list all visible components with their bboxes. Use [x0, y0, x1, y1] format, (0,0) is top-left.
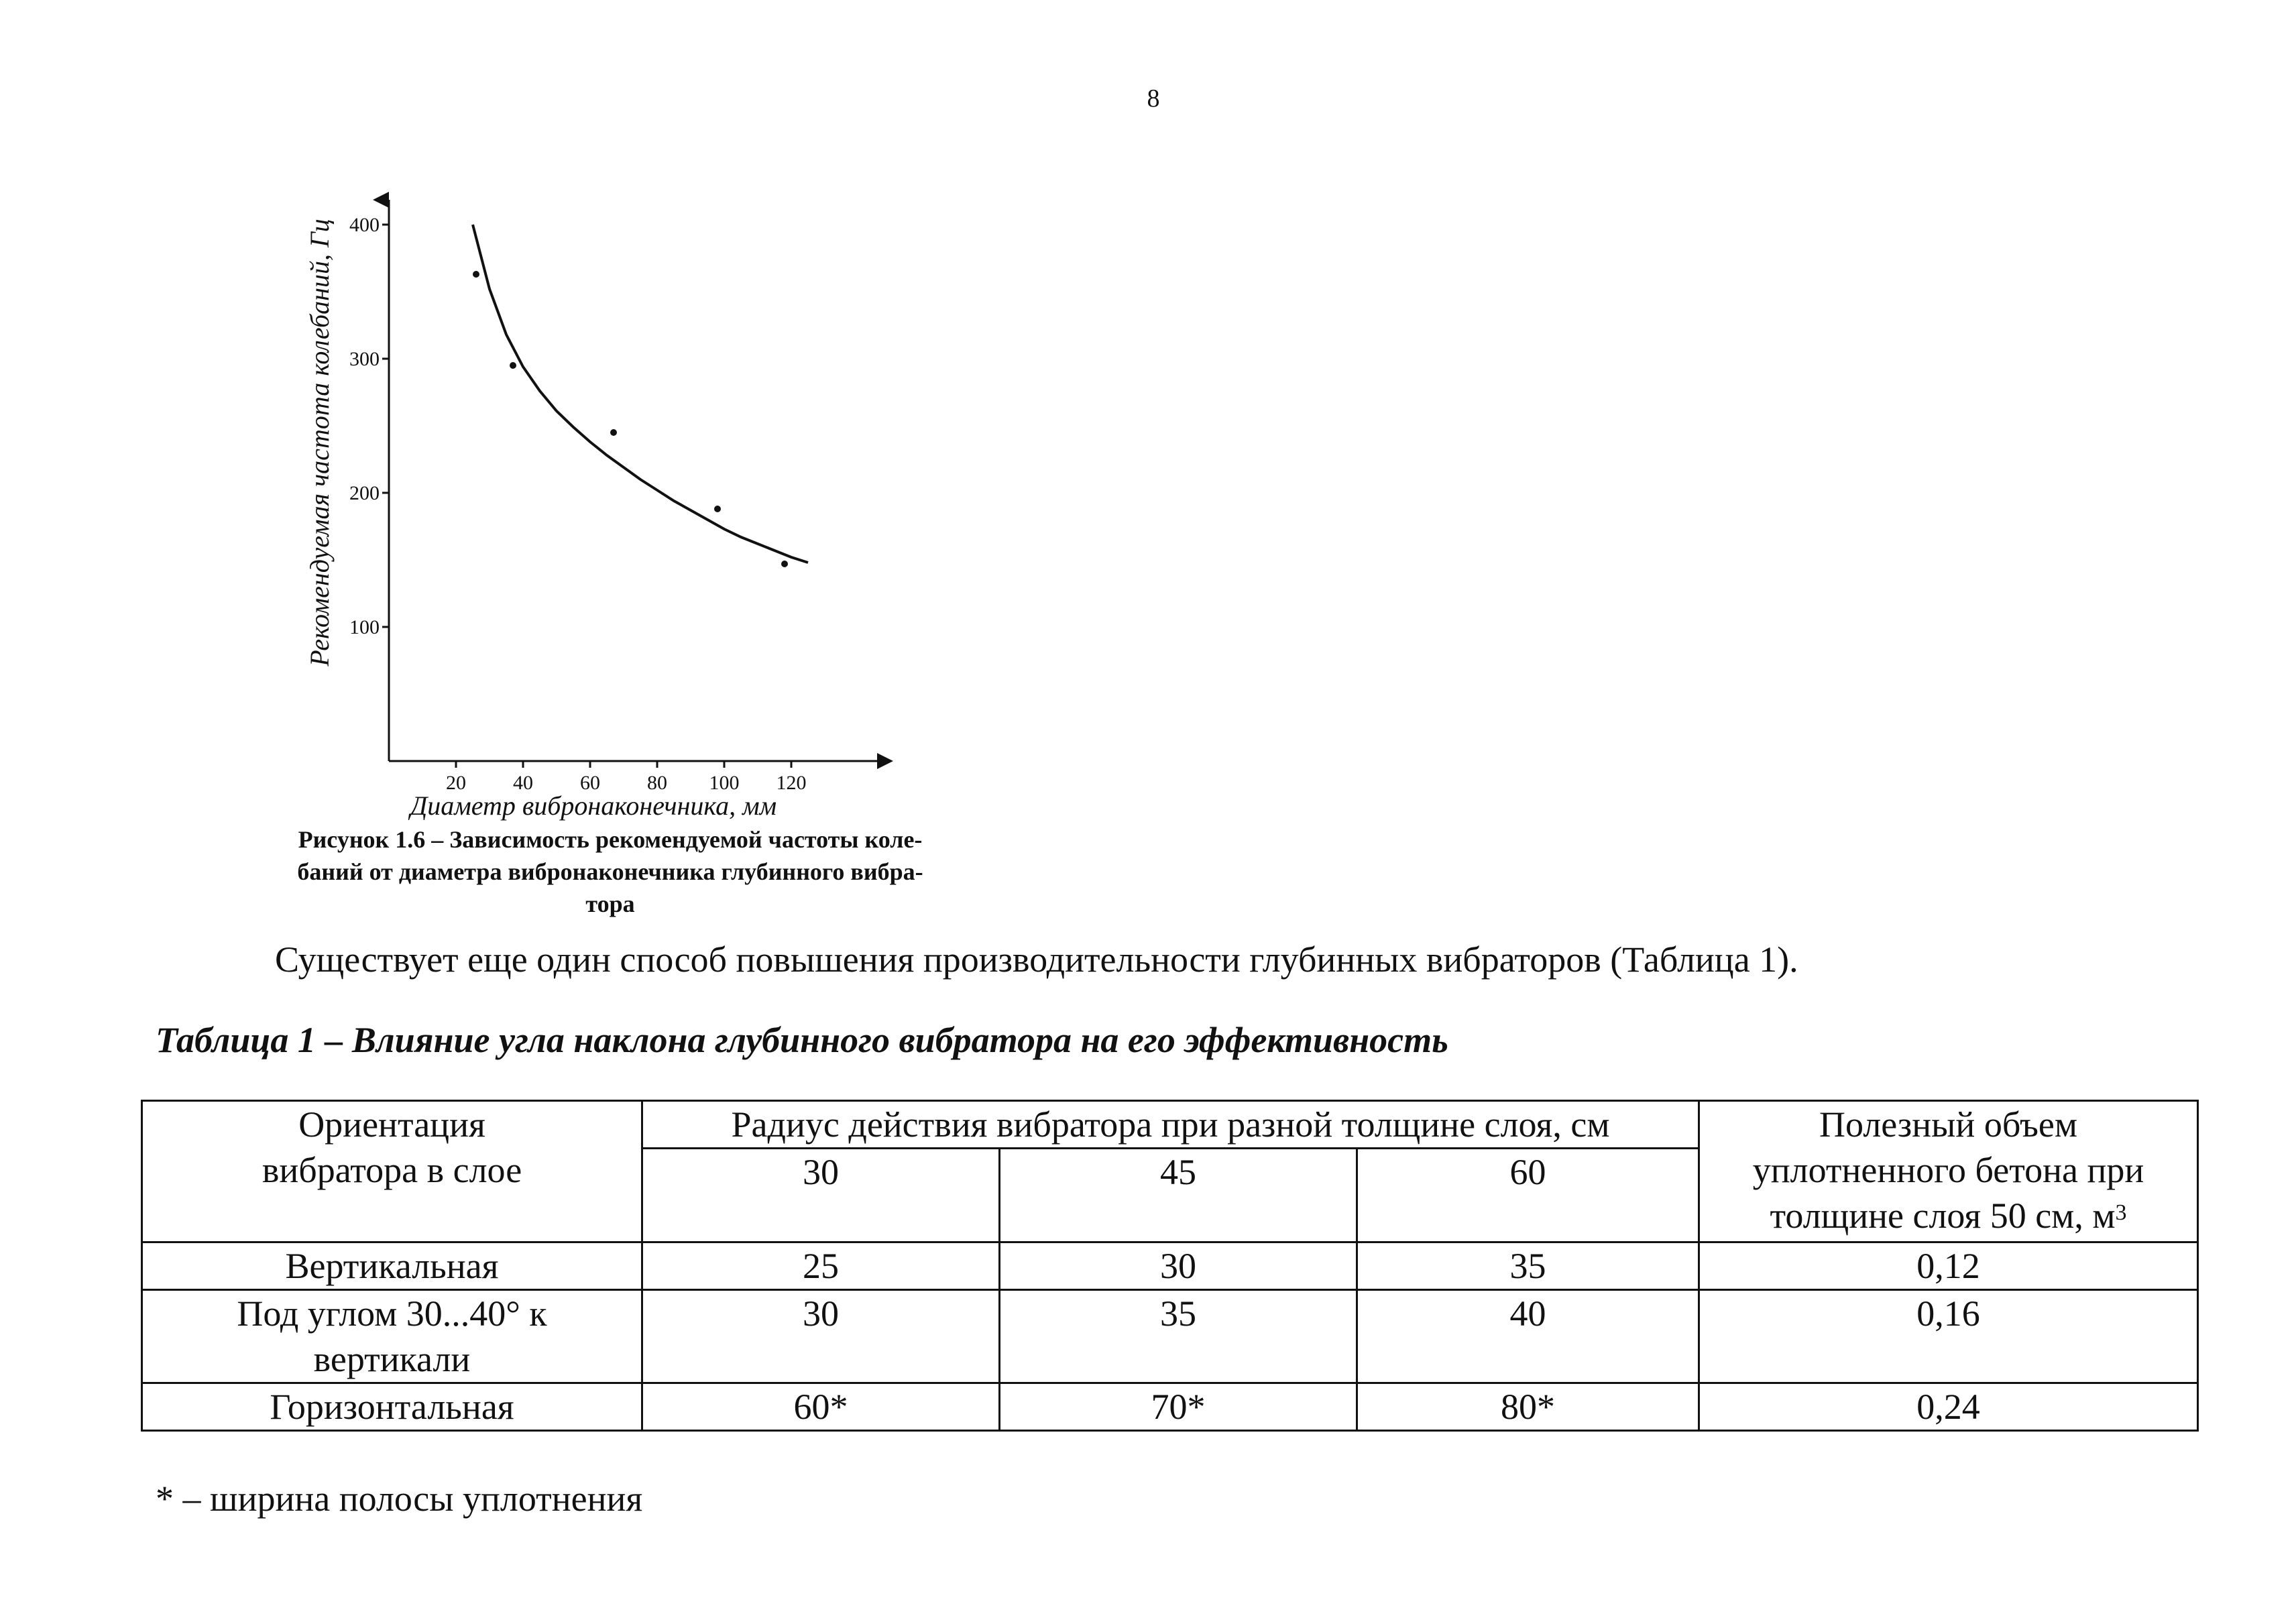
- y-tick-label: 400: [349, 214, 380, 236]
- cell-value: 30: [1000, 1242, 1357, 1290]
- chart-axes: [389, 200, 893, 769]
- x-tick-label: 80: [647, 772, 667, 794]
- x-tick-label: 40: [513, 772, 533, 794]
- header-volume-text: Полезный объем уплотненного бетона при толщине слоя 50 см, м: [1752, 1104, 2144, 1236]
- x-tick-label: 100: [709, 772, 740, 794]
- table-header-row: [142, 1101, 2198, 1149]
- data-point: [610, 429, 617, 436]
- figure-caption-line: Рисунок 1.6 – Зависимость рекомендуемой частоты коле-: [298, 826, 923, 853]
- x-tick-label: 120: [776, 772, 807, 794]
- cell-value: 40: [1357, 1290, 1699, 1383]
- table-caption: Таблица 1 – Влияние угла наклона глубинного вибратора на его эффективность: [156, 1020, 1448, 1060]
- y-ticks: [349, 214, 389, 638]
- x-axis-label: Диаметр вибронаконечника, мм: [410, 791, 777, 821]
- page-number: 8: [1147, 84, 1160, 113]
- cell-orientation: Горизонтальная: [142, 1383, 642, 1431]
- table-row: [142, 1290, 2198, 1383]
- data-point: [473, 271, 479, 278]
- cell-value: 25: [642, 1242, 1000, 1290]
- cell-volume: 0,16: [1699, 1290, 2198, 1383]
- header-thickness: 30: [642, 1149, 1000, 1242]
- table-row: [142, 1242, 2198, 1290]
- header-orientation: Ориентация вибратора в слое: [142, 1101, 642, 1242]
- chart-series: [473, 225, 808, 567]
- cell-value: 80*: [1357, 1383, 1699, 1431]
- x-axis-arrowhead: [877, 753, 893, 769]
- y-axis-label: Рекомендуемая частота колебаний, Гц: [304, 219, 335, 666]
- cell-orientation: Под углом 30...40° к вертикали: [142, 1290, 642, 1383]
- cell-volume: 0,24: [1699, 1383, 2198, 1431]
- cell-value: 60*: [642, 1383, 1000, 1431]
- data-point: [714, 506, 721, 512]
- cell-value: 70*: [1000, 1383, 1357, 1431]
- header-volume-sup: 3: [2115, 1200, 2127, 1225]
- header-thickness: 60: [1357, 1149, 1699, 1242]
- header-volume: [1699, 1101, 2198, 1242]
- table-row: [142, 1383, 2198, 1431]
- cell-value: 30: [642, 1290, 1000, 1383]
- footnote: * – ширина полосы уплотнения: [156, 1478, 643, 1519]
- figure-caption-line: тора: [585, 890, 635, 917]
- body-paragraph: Существует еще один способ повышения производительности глубинных вибраторов (Таблица 1).: [275, 939, 1798, 980]
- data-point: [510, 362, 516, 369]
- trend-curve: [473, 225, 808, 563]
- figure-caption-line: баний от диаметра вибронаконечника глубинного вибра-: [297, 858, 923, 885]
- x-tick-label: 60: [580, 772, 600, 794]
- chart: [282, 181, 919, 825]
- header-radius: Радиус действия вибратора при разной толщине слоя, см: [642, 1101, 1699, 1149]
- x-ticks: [446, 761, 807, 794]
- cell-orientation: Вертикальная: [142, 1242, 642, 1290]
- cell-volume: 0,12: [1699, 1242, 2198, 1290]
- data-point: [781, 561, 788, 567]
- y-tick-label: 300: [349, 348, 380, 370]
- cell-value: 35: [1000, 1290, 1357, 1383]
- cell-value: 35: [1357, 1242, 1699, 1290]
- header-thickness: 45: [1000, 1149, 1357, 1242]
- y-tick-label: 200: [349, 482, 380, 504]
- y-tick-label: 100: [349, 616, 380, 638]
- figure-caption: [221, 823, 999, 920]
- data-table: [141, 1100, 2199, 1432]
- x-tick-label: 20: [446, 772, 466, 794]
